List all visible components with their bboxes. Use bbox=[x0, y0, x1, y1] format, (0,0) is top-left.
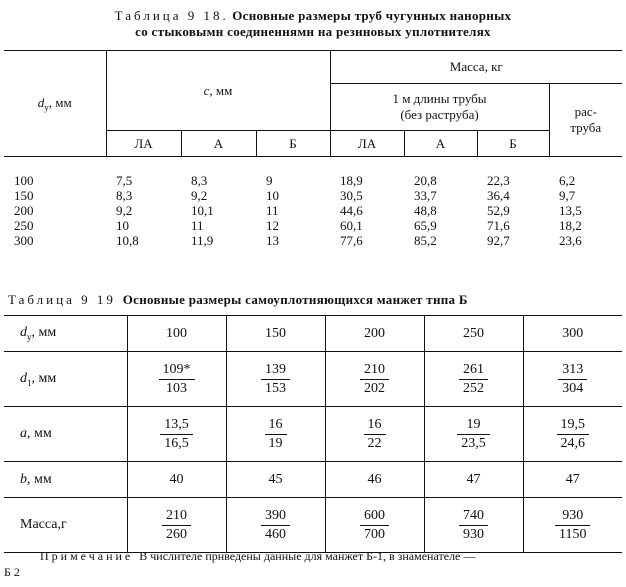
d1-value: $\frac{313}{304}$ bbox=[523, 352, 622, 407]
table1-caption-title-line2: со стыковымн соединеннямн на резнновых уплотнителях bbox=[135, 24, 491, 39]
table-row: 250 10 11 12 60,1 65,9 71,6 18,2 bbox=[14, 217, 582, 233]
a-value: $\frac{16}{22}$ bbox=[325, 407, 424, 462]
row-label-a: a, мм bbox=[4, 407, 127, 462]
table1-caption-label: Таблица 9 18. bbox=[114, 8, 229, 23]
a-value: $\frac{13,5}{16,5}$ bbox=[127, 407, 226, 462]
table-row-dy bbox=[4, 316, 622, 352]
table-row-mass bbox=[4, 498, 622, 553]
header-c-la: ЛА bbox=[106, 131, 181, 157]
table-row: 300 10,8 11,9 13 77,6 85,2 92,7 23,6 bbox=[14, 232, 582, 248]
header-mass-b: Б bbox=[477, 131, 549, 157]
dy-value: 300 bbox=[523, 316, 622, 352]
dy-value: 200 bbox=[325, 316, 424, 352]
a-value: $\frac{16}{19}$ bbox=[226, 407, 325, 462]
header-mass: Масса, кг bbox=[330, 51, 622, 84]
d1-value: $\frac{139}{153}$ bbox=[226, 352, 325, 407]
a-value: $\frac{19,5}{24,6}$ bbox=[523, 407, 622, 462]
header-mass-a: А bbox=[404, 131, 477, 157]
table-row: 150 8,3 9,2 10 30,5 33,7 36,4 9,7 bbox=[14, 187, 576, 203]
note-label: Примечание bbox=[40, 549, 134, 563]
table2-caption-label: Таблица 9 19 bbox=[8, 292, 116, 307]
table-row: 200 9,2 10,1 11 44,6 48,8 52,9 13,5 bbox=[14, 202, 582, 218]
header-c-b: Б bbox=[256, 131, 330, 157]
d1-value: $\frac{210}{202}$ bbox=[325, 352, 424, 407]
table2-caption bbox=[0, 292, 626, 308]
row-label-d1: $d_1$, мм bbox=[4, 352, 127, 407]
row-label-dy: $d_у$, мм bbox=[4, 316, 127, 352]
mass-value: $\frac{210}{260}$ bbox=[127, 498, 226, 553]
table-row-b bbox=[4, 462, 622, 498]
header-dy: $d_у$, мм bbox=[4, 51, 106, 157]
a-value: $\frac{19}{23,5}$ bbox=[424, 407, 523, 462]
seal-dimensions-table bbox=[4, 315, 622, 553]
row-label-mass: Масса,г bbox=[4, 498, 127, 553]
table1-caption bbox=[0, 8, 626, 40]
dy-value: 100 bbox=[127, 316, 226, 352]
table-row-a bbox=[4, 407, 622, 462]
header-c-a: А bbox=[181, 131, 256, 157]
mass-value: $\frac{740}{930}$ bbox=[424, 498, 523, 553]
table1-caption-title-line1: Основные размеры труб чугунных нанорных bbox=[232, 8, 512, 23]
header-mass-la: ЛА bbox=[330, 131, 404, 157]
table2-caption-title: Основные размеры самоуплотняющихся манжет тнпа Б bbox=[122, 292, 468, 307]
mass-value: $\frac{930}{1150}$ bbox=[523, 498, 622, 553]
dy-value: 250 bbox=[424, 316, 523, 352]
pipe-dimensions-table bbox=[4, 50, 622, 248]
header-per-meter: 1 м длины трубы (без раструба) bbox=[330, 84, 549, 131]
mass-value: $\frac{600}{700}$ bbox=[325, 498, 424, 553]
table-note bbox=[0, 548, 626, 580]
header-socket: рас- труба bbox=[549, 84, 622, 157]
mass-value: $\frac{390}{460}$ bbox=[226, 498, 325, 553]
b-value: 47 bbox=[523, 462, 622, 498]
b-value: 40 bbox=[127, 462, 226, 498]
dy-value: 150 bbox=[226, 316, 325, 352]
d1-value: $\frac{261}{252}$ bbox=[424, 352, 523, 407]
row-label-b: b, мм bbox=[4, 462, 127, 498]
note-text-line2: Б 2 bbox=[4, 565, 20, 579]
b-value: 46 bbox=[325, 462, 424, 498]
b-value: 45 bbox=[226, 462, 325, 498]
note-text-line1: В числителе прнведены данные для манжет Б-1, в знаменателе — bbox=[139, 549, 476, 563]
table-row: 100 7,5 8,3 9 18,9 20,8 22,3 6,2 bbox=[14, 172, 576, 188]
d1-value: $\frac{109*}{103}$ bbox=[127, 352, 226, 407]
table-row-d1 bbox=[4, 352, 622, 407]
b-value: 47 bbox=[424, 462, 523, 498]
header-c: c, мм bbox=[106, 51, 330, 131]
